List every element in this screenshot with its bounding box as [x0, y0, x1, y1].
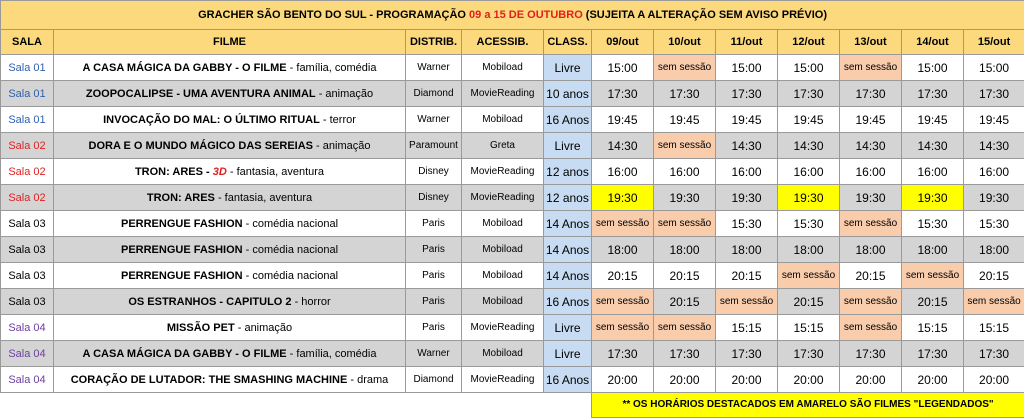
session-time-cell: 14:30 — [592, 133, 654, 159]
sala-cell: Sala 03 — [1, 289, 54, 315]
session-time-cell: 15:15 — [964, 315, 1024, 341]
distributor-cell: Warner — [406, 107, 462, 133]
session-time-cell: 15:30 — [716, 211, 778, 237]
classification-cell: Livre — [544, 315, 592, 341]
session-time-cell: sem sessão — [654, 211, 716, 237]
session-time-cell: sem sessão — [778, 263, 840, 289]
sala-cell: Sala 02 — [1, 159, 54, 185]
session-time-cell: 18:00 — [778, 237, 840, 263]
column-header: 09/out — [592, 30, 654, 55]
sala-cell: Sala 01 — [1, 55, 54, 81]
distributor-cell: Warner — [406, 55, 462, 81]
distributor-cell: Paris — [406, 315, 462, 341]
film-genre: - comédia nacional — [243, 244, 338, 256]
film-cell — [54, 263, 406, 289]
accessibility-cell: Mobiload — [462, 107, 544, 133]
table-row — [1, 315, 1024, 341]
session-time-cell: 19:45 — [840, 107, 902, 133]
session-time-cell: sem sessão — [840, 211, 902, 237]
sala-cell: Sala 03 — [1, 237, 54, 263]
session-time-cell: sem sessão — [592, 289, 654, 315]
table-row — [1, 211, 1024, 237]
sala-cell: Sala 01 — [1, 81, 54, 107]
session-time-cell: 17:30 — [654, 81, 716, 107]
film-genre: - terror — [320, 114, 356, 126]
session-time-cell: 19:30 — [902, 185, 964, 211]
session-time-cell: 17:30 — [592, 341, 654, 367]
banner-dates: 09 a 15 DE OUTUBRO — [469, 9, 583, 21]
distributor-cell: Diamond — [406, 81, 462, 107]
accessibility-cell: MovieReading — [462, 185, 544, 211]
film-title: ZOOPOCALIPSE - UMA AVENTURA ANIMAL — [86, 88, 316, 100]
accessibility-cell: Mobiload — [462, 263, 544, 289]
session-time-cell: 20:00 — [716, 367, 778, 393]
table-row — [1, 237, 1024, 263]
classification-cell: Livre — [544, 341, 592, 367]
column-header: 14/out — [902, 30, 964, 55]
sala-cell: Sala 04 — [1, 315, 54, 341]
session-time-cell: 20:00 — [592, 367, 654, 393]
banner-row — [1, 1, 1024, 30]
session-time-cell: 19:30 — [840, 185, 902, 211]
session-time-cell: 16:00 — [716, 159, 778, 185]
film-cell — [54, 55, 406, 81]
accessibility-cell: Mobiload — [462, 237, 544, 263]
sala-cell: Sala 03 — [1, 211, 54, 237]
column-header: 10/out — [654, 30, 716, 55]
table-row — [1, 289, 1024, 315]
session-time-cell: sem sessão — [654, 133, 716, 159]
session-time-cell: 17:30 — [840, 81, 902, 107]
session-time-cell: 17:30 — [902, 81, 964, 107]
session-time-cell: 19:45 — [902, 107, 964, 133]
session-time-cell: 20:15 — [902, 289, 964, 315]
classification-cell: 16 Anos — [544, 367, 592, 393]
column-header: DISTRIB. — [406, 30, 462, 55]
session-time-cell: 17:30 — [778, 81, 840, 107]
session-time-cell: 15:00 — [902, 55, 964, 81]
film-cell — [54, 81, 406, 107]
classification-cell: Livre — [544, 55, 592, 81]
accessibility-cell: Mobiload — [462, 211, 544, 237]
film-title: PERRENGUE FASHION — [121, 218, 243, 230]
film-genre: - comédia nacional — [243, 218, 338, 230]
table-row — [1, 263, 1024, 289]
film-genre: - drama — [347, 374, 388, 386]
session-time-cell: 16:00 — [778, 159, 840, 185]
film-title: A CASA MÁGICA DA GABBY - O FILME — [83, 62, 287, 74]
sala-cell: Sala 03 — [1, 263, 54, 289]
session-time-cell: 15:00 — [964, 55, 1024, 81]
session-time-cell: 20:15 — [654, 263, 716, 289]
session-time-cell: 19:30 — [592, 185, 654, 211]
sala-cell: Sala 04 — [1, 367, 54, 393]
classification-cell: 16 Anos — [544, 289, 592, 315]
column-header: FILME — [54, 30, 406, 55]
table-row — [1, 341, 1024, 367]
session-time-cell: 15:30 — [778, 211, 840, 237]
session-time-cell: 15:15 — [716, 315, 778, 341]
session-time-cell: 20:00 — [902, 367, 964, 393]
accessibility-cell: MovieReading — [462, 315, 544, 341]
sala-cell: Sala 02 — [1, 133, 54, 159]
session-time-cell: 20:15 — [964, 263, 1024, 289]
table-row — [1, 133, 1024, 159]
table-row — [1, 107, 1024, 133]
film-genre: - animação — [313, 140, 370, 152]
session-time-cell: sem sessão — [840, 55, 902, 81]
film-title: CORAÇÃO DE LUTADOR: THE SMASHING MACHINE — [71, 374, 348, 386]
session-time-cell: 14:30 — [778, 133, 840, 159]
accessibility-cell: Mobiload — [462, 55, 544, 81]
session-time-cell: 16:00 — [902, 159, 964, 185]
session-time-cell: 20:00 — [964, 367, 1024, 393]
session-time-cell: 17:30 — [840, 341, 902, 367]
film-genre: - comédia nacional — [243, 270, 338, 282]
session-time-cell: 15:00 — [592, 55, 654, 81]
column-header: SALA — [1, 30, 54, 55]
session-time-cell: 18:00 — [716, 237, 778, 263]
session-time-cell: 15:30 — [964, 211, 1024, 237]
session-time-cell: 17:30 — [716, 81, 778, 107]
session-time-cell: 17:30 — [964, 341, 1024, 367]
accessibility-cell: Mobiload — [462, 341, 544, 367]
accessibility-cell: MovieReading — [462, 367, 544, 393]
film-title: PERRENGUE FASHION — [121, 244, 243, 256]
film-cell — [54, 185, 406, 211]
header-row — [1, 30, 1024, 55]
session-time-cell: sem sessão — [592, 315, 654, 341]
table-row — [1, 81, 1024, 107]
session-time-cell: 20:15 — [654, 289, 716, 315]
film-cell — [54, 159, 406, 185]
film-title: MISSÃO PET — [167, 322, 235, 334]
banner-text-start: GRACHER SÃO BENTO DO SUL - PROGRAMAÇÃO — [198, 9, 469, 21]
session-time-cell: 19:45 — [654, 107, 716, 133]
session-time-cell: 15:15 — [778, 315, 840, 341]
film-title: INVOCAÇÃO DO MAL: O ÚLTIMO RITUAL — [103, 114, 320, 126]
film-genre: - família, comédia — [287, 348, 377, 360]
distributor-cell: Warner — [406, 341, 462, 367]
film-genre: - animação — [235, 322, 292, 334]
classification-cell: 10 anos — [544, 81, 592, 107]
table-row — [1, 367, 1024, 393]
distributor-cell: Diamond — [406, 367, 462, 393]
session-time-cell: 18:00 — [840, 237, 902, 263]
session-time-cell: 16:00 — [654, 159, 716, 185]
distributor-cell: Paris — [406, 211, 462, 237]
session-time-cell: 18:00 — [902, 237, 964, 263]
film-cell — [54, 133, 406, 159]
format-tag: 3D — [213, 166, 227, 178]
sala-cell: Sala 02 — [1, 185, 54, 211]
table-row — [1, 159, 1024, 185]
subtitled-footnote: ** OS HORÁRIOS DESTACADOS EM AMARELO SÃO FILMES "LEGENDADOS" — [592, 393, 1024, 418]
session-time-cell: sem sessão — [840, 315, 902, 341]
footnote-spacer — [1, 393, 592, 418]
column-header: 12/out — [778, 30, 840, 55]
session-time-cell: 18:00 — [654, 237, 716, 263]
classification-cell: 12 anos — [544, 185, 592, 211]
session-time-cell: 16:00 — [964, 159, 1024, 185]
session-time-cell: 19:45 — [716, 107, 778, 133]
session-time-cell: 17:30 — [654, 341, 716, 367]
film-cell — [54, 211, 406, 237]
session-time-cell: sem sessão — [716, 289, 778, 315]
session-time-cell: sem sessão — [592, 211, 654, 237]
session-time-cell: 18:00 — [592, 237, 654, 263]
session-time-cell: sem sessão — [654, 315, 716, 341]
distributor-cell: Paris — [406, 237, 462, 263]
session-time-cell: 19:45 — [592, 107, 654, 133]
session-time-cell: 14:30 — [840, 133, 902, 159]
session-time-cell: 19:45 — [778, 107, 840, 133]
distributor-cell: Paris — [406, 289, 462, 315]
accessibility-cell: MovieReading — [462, 81, 544, 107]
distributor-cell: Paris — [406, 263, 462, 289]
session-time-cell: 20:15 — [716, 263, 778, 289]
session-time-cell: 17:30 — [964, 81, 1024, 107]
film-cell — [54, 341, 406, 367]
column-header: ACESSIB. — [462, 30, 544, 55]
film-cell — [54, 289, 406, 315]
session-time-cell: 15:30 — [902, 211, 964, 237]
distributor-cell: Paramount — [406, 133, 462, 159]
session-time-cell: 17:30 — [592, 81, 654, 107]
classification-cell: 14 Anos — [544, 237, 592, 263]
session-time-cell: 15:15 — [902, 315, 964, 341]
classification-cell: 14 Anos — [544, 263, 592, 289]
distributor-cell: Disney — [406, 185, 462, 211]
session-time-cell: 19:30 — [778, 185, 840, 211]
table-row — [1, 55, 1024, 81]
sala-cell: Sala 01 — [1, 107, 54, 133]
classification-cell: 16 Anos — [544, 107, 592, 133]
session-time-cell: 20:15 — [840, 263, 902, 289]
film-title: TRON: ARES — [147, 192, 215, 204]
film-cell — [54, 315, 406, 341]
footnote-row — [1, 393, 1024, 418]
column-header: CLASS. — [544, 30, 592, 55]
session-time-cell: sem sessão — [840, 289, 902, 315]
session-time-cell: 17:30 — [902, 341, 964, 367]
session-time-cell: 19:30 — [716, 185, 778, 211]
classification-cell: 14 Anos — [544, 211, 592, 237]
film-title: TRON: ARES - — [135, 166, 213, 178]
film-title: PERRENGUE FASHION — [121, 270, 243, 282]
session-time-cell: 20:00 — [654, 367, 716, 393]
session-time-cell: sem sessão — [902, 263, 964, 289]
session-time-cell: 20:00 — [840, 367, 902, 393]
session-time-cell: 16:00 — [592, 159, 654, 185]
session-time-cell: sem sessão — [654, 55, 716, 81]
column-header: 15/out — [964, 30, 1024, 55]
film-genre: - horror — [292, 296, 331, 308]
film-cell — [54, 107, 406, 133]
session-time-cell: 19:30 — [654, 185, 716, 211]
banner-title — [1, 1, 1024, 30]
session-time-cell: 17:30 — [716, 341, 778, 367]
accessibility-cell: MovieReading — [462, 159, 544, 185]
classification-cell: Livre — [544, 133, 592, 159]
session-time-cell: 14:30 — [716, 133, 778, 159]
session-time-cell: 20:00 — [778, 367, 840, 393]
classification-cell: 12 anos — [544, 159, 592, 185]
session-time-cell: 20:15 — [778, 289, 840, 315]
session-time-cell: 19:45 — [964, 107, 1024, 133]
session-time-cell: 15:00 — [716, 55, 778, 81]
film-genre: - família, comédia — [287, 62, 377, 74]
column-header: 13/out — [840, 30, 902, 55]
accessibility-cell: Mobiload — [462, 289, 544, 315]
film-title: DORA E O MUNDO MÁGICO DAS SEREIAS — [89, 140, 314, 152]
film-cell — [54, 237, 406, 263]
session-time-cell: 16:00 — [840, 159, 902, 185]
session-time-cell: sem sessão — [964, 289, 1024, 315]
film-title: A CASA MÁGICA DA GABBY - O FILME — [83, 348, 287, 360]
film-genre: - fantasia, aventura — [227, 166, 324, 178]
session-time-cell: 18:00 — [964, 237, 1024, 263]
table-row — [1, 185, 1024, 211]
session-time-cell: 14:30 — [902, 133, 964, 159]
session-time-cell: 14:30 — [964, 133, 1024, 159]
accessibility-cell: Greta — [462, 133, 544, 159]
film-genre: - fantasia, aventura — [215, 192, 312, 204]
film-cell — [54, 367, 406, 393]
film-title: OS ESTRANHOS - CAPITULO 2 — [128, 296, 291, 308]
session-time-cell: 20:15 — [592, 263, 654, 289]
column-header: 11/out — [716, 30, 778, 55]
sala-cell: Sala 04 — [1, 341, 54, 367]
distributor-cell: Disney — [406, 159, 462, 185]
session-time-cell: 17:30 — [778, 341, 840, 367]
session-time-cell: 19:30 — [964, 185, 1024, 211]
banner-text-end: (SUJEITA A ALTERAÇÃO SEM AVISO PRÉVIO) — [583, 9, 827, 21]
session-time-cell: 15:00 — [778, 55, 840, 81]
film-genre: - animação — [316, 88, 373, 100]
